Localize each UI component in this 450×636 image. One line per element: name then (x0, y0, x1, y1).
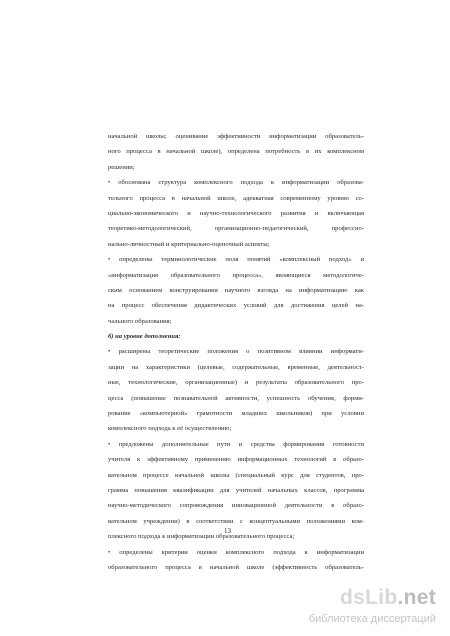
text-line: «информатизация образовательного процесса», являющиеся методологиче- (108, 271, 364, 279)
text-line: образовательного процесса в начальной школе (эффективность образователь- (108, 563, 364, 571)
text-line: научно-методического сопровождения инновационной деятельности в образо- (108, 502, 364, 510)
text-line: • обоснована структура комплексного подхода к информатизации образова- (108, 179, 364, 187)
text-line: вательном учреждении) в соответствии с концептуальными положениями ком- (108, 517, 364, 525)
watermark-subtitle: библиотека диссертаций (308, 613, 436, 625)
page-number: 13 (224, 527, 231, 535)
text-line: • определены терминологические поля понятий «комплексный подход» и (108, 256, 364, 264)
watermark-logo-part1: dsLib (339, 586, 398, 609)
text-line: зации на характеристики (целевые, содержательные, временные, деятельност- (108, 363, 364, 371)
text-line: циально-экономического и научно-технологического развития и включающая (108, 209, 364, 217)
text-line: на процесс обеспечения дидактических условий для достижения целей на- (108, 302, 364, 310)
text-line: ским основанием конструирования научного взгляда на информатизацию как (108, 286, 364, 294)
watermark-logo (340, 586, 436, 610)
text-line: нально-личностный и критериально-оценочный аспекты; (108, 240, 270, 248)
text-line: • расширены теоретические положения о позитивном влиянии информати- (108, 348, 364, 356)
text-line: грамма повышения квалификации для учителей начальных классов, программа (108, 486, 364, 494)
watermark (308, 586, 436, 628)
text-line: вательном процессе начальной школы (специальный курс для студентов, про- (108, 471, 364, 479)
text-line: комплексного подхода к её осуществлению; (108, 425, 232, 433)
text-line: начальной школы; оценивание эффективности информатизации образователь- (108, 133, 364, 140)
text-line: • определены критерии оценки комплексного подхода к информатизации (108, 548, 364, 556)
text-line: чального образования; (108, 317, 172, 325)
text-line: ного процесса в начальной школе), определена потребность в их комплексном (108, 148, 364, 156)
text-line: цесса (повышение познавательной активности, успешность обучения, форми- (108, 394, 364, 402)
body-text (108, 129, 364, 575)
text-line: теоретико-методологический, организационно-педагогический, профессио- (108, 225, 364, 233)
section-heading: б) на уровне дополнения: (108, 333, 181, 341)
watermark-logo-part2: .net (397, 586, 436, 609)
text-line: • предложены дополнительные пути и средства формирования готовности (108, 440, 364, 448)
text-line: рование «компьютерной» грамотности младших школьников) при условии (108, 410, 364, 418)
text-line: плексного подхода к информатизации образовательного процесса; (108, 533, 295, 541)
text-line: тельного процесса в начальной школе, адекватная современному уровню со- (108, 194, 364, 202)
text-line: решении; (108, 163, 135, 171)
text-line: учителя к эффективному применению информационных технологий в образо- (108, 456, 364, 464)
text-line: ные, технологические, организационные) и результаты образовательного про- (108, 379, 364, 387)
